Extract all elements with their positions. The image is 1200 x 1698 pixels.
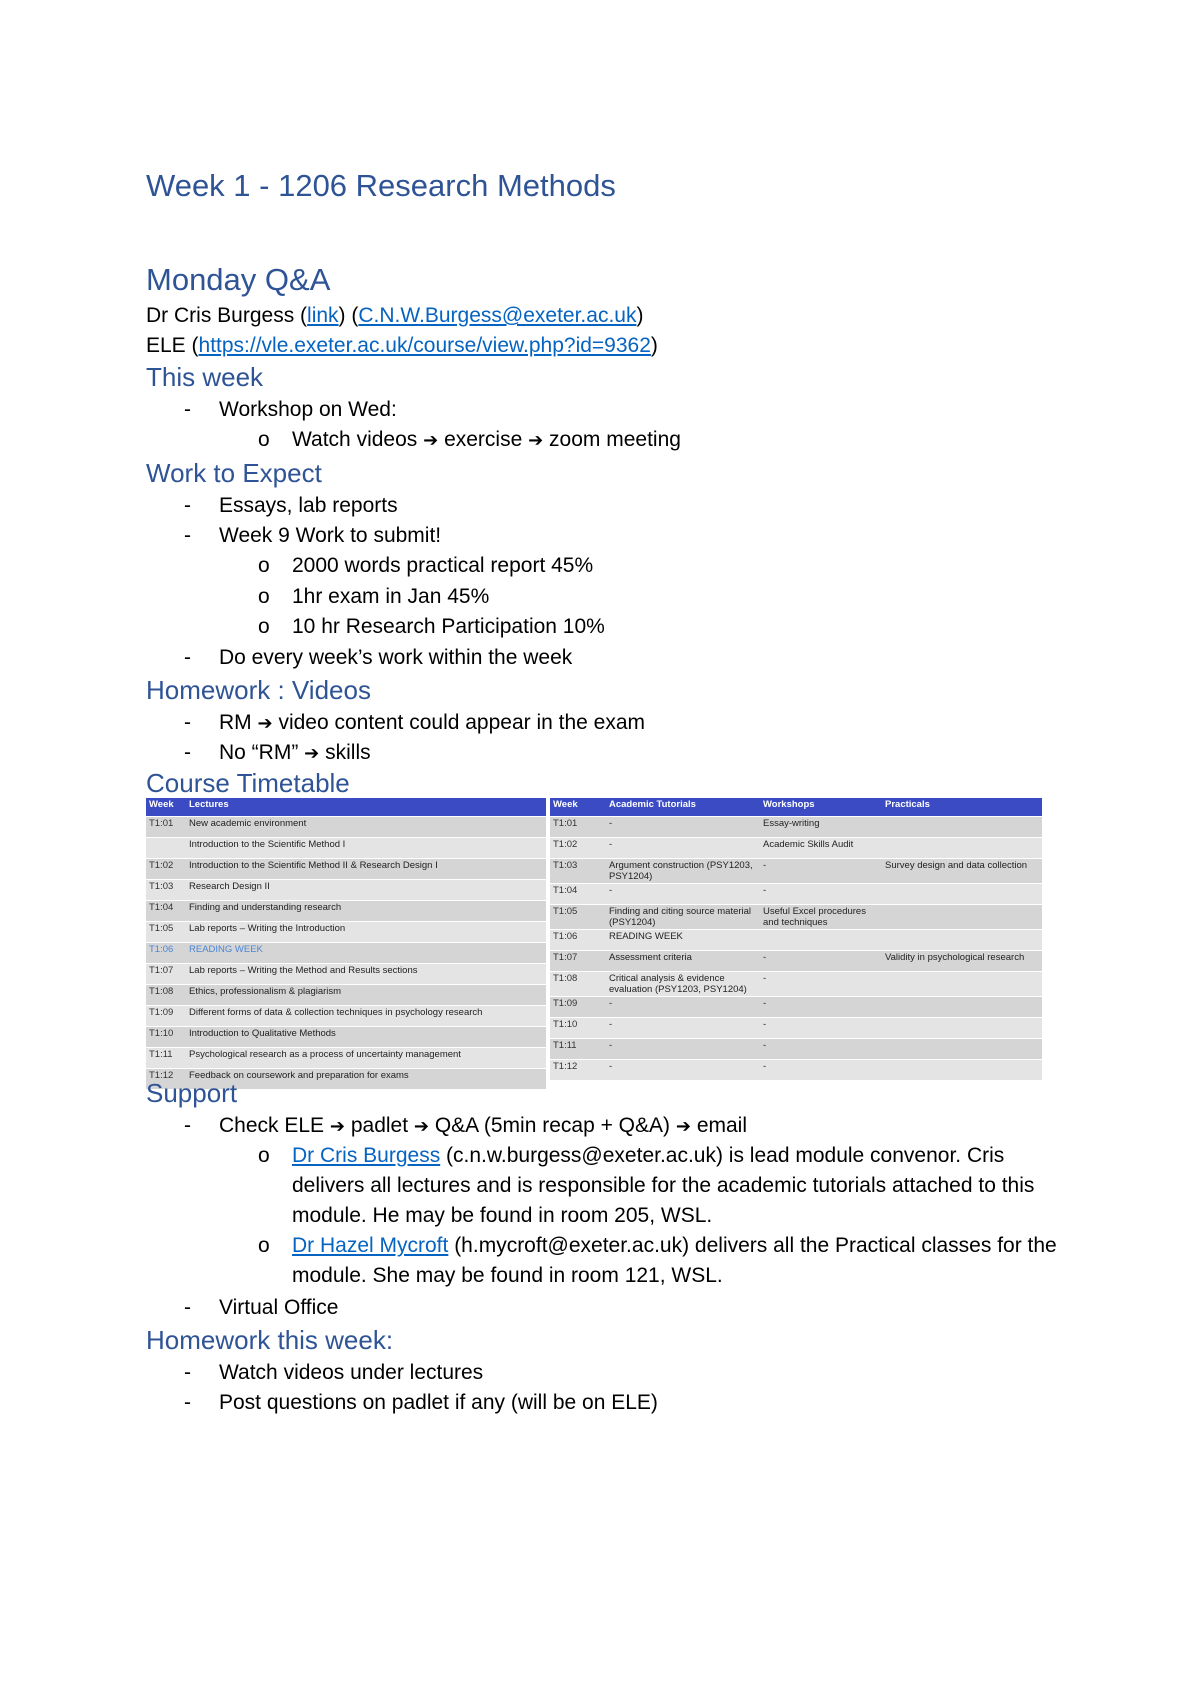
ele-line <box>146 331 658 361</box>
lecture-cell: New academic environment <box>186 817 546 838</box>
list-item <box>219 1111 747 1142</box>
arrow-right-icon: ➔ <box>413 1116 429 1137</box>
circle-bullet: o <box>258 1144 270 1167</box>
workshop-cell: Useful Excel procedures and techniques <box>760 905 882 930</box>
list-item: Virtual Office <box>219 1296 339 1319</box>
table-row <box>550 930 1042 951</box>
table-row <box>550 972 1042 997</box>
week-cell: T1:07 <box>146 964 186 985</box>
step-text: email <box>696 1114 747 1137</box>
circle-bullet: o <box>258 428 270 451</box>
workshop-cell: - <box>760 1060 882 1081</box>
tutorial-cell: Argument construction (PSY1203, PSY1204) <box>606 859 760 884</box>
circle-bullet: o <box>258 585 270 608</box>
week-cell: T1:10 <box>146 1027 186 1048</box>
workshop-cell: - <box>760 1039 882 1060</box>
list-item: Workshop on Wed: <box>219 398 397 421</box>
week-cell: T1:06 <box>550 930 606 951</box>
workshop-cell: - <box>760 1018 882 1039</box>
dash-bullet: - <box>184 398 191 421</box>
week-cell: T1:12 <box>146 1069 186 1090</box>
circle-bullet: o <box>258 615 270 638</box>
week-cell: T1:05 <box>146 922 186 943</box>
tutorial-cell: - <box>606 884 760 905</box>
table-row <box>146 817 546 838</box>
table-row <box>550 817 1042 838</box>
table-row <box>550 1060 1042 1081</box>
week-cell: T1:01 <box>550 817 606 838</box>
list-item: Week 9 Work to submit! <box>219 524 442 547</box>
week-cell: T1:04 <box>146 901 186 922</box>
table-row <box>146 1048 546 1069</box>
tutorial-cell: - <box>606 1039 760 1060</box>
arrow-right-icon: ➔ <box>675 1116 691 1137</box>
practical-cell <box>882 884 1042 905</box>
practical-cell <box>882 905 1042 930</box>
list-item: 2000 words practical report 45% <box>292 554 594 577</box>
week-cell: T1:05 <box>550 905 606 930</box>
week-cell: T1:02 <box>550 838 606 859</box>
ele-prefix: ELE ( <box>146 334 199 357</box>
list-item <box>292 425 681 456</box>
week-cell: T1:08 <box>146 985 186 1006</box>
profile-link[interactable]: link <box>307 304 339 327</box>
step-text: padlet <box>350 1114 409 1137</box>
practical-cell <box>882 838 1042 859</box>
tutorial-cell: - <box>606 1060 760 1081</box>
circle-bullet: o <box>258 1234 270 1257</box>
table-row <box>146 1006 546 1027</box>
table-row <box>146 859 546 880</box>
table-row <box>550 838 1042 859</box>
lecture-cell: Lab reports – Writing the Method and Results sections <box>186 964 546 985</box>
arrow-right-icon: ➔ <box>304 743 320 764</box>
step-text: exercise <box>444 428 523 451</box>
step-text: Check ELE <box>219 1114 325 1137</box>
workshop-cell: - <box>760 951 882 972</box>
dash-bullet: - <box>184 494 191 517</box>
week-cell: T1:09 <box>146 1006 186 1027</box>
lecture-cell: Feedback on coursework and preparation for exams <box>186 1069 546 1090</box>
lecture-cell: READING WEEK <box>186 943 546 964</box>
monday-qa-heading: Monday Q&A <box>146 262 331 297</box>
tutorial-cell: READING WEEK <box>606 930 760 951</box>
workshop-cell <box>760 930 882 951</box>
item-text: skills <box>325 741 371 764</box>
lectures-table <box>146 798 546 1090</box>
week-cell: T1:06 <box>146 943 186 964</box>
table-row <box>146 985 546 1006</box>
list-item <box>219 708 645 739</box>
tutorial-cell: - <box>606 1018 760 1039</box>
arrow-right-icon: ➔ <box>528 430 544 451</box>
practical-cell <box>882 1060 1042 1081</box>
step-text: Watch videos <box>292 428 418 451</box>
cris-text: (c.n.w.burgess@exeter.ac.uk) is lead module convenor. Cris delivers all lectures and is responsible for the academic tutorials attached to this module. He may be found in room 205, WSL. <box>292 1144 1035 1227</box>
hazel-mycroft-link[interactable]: Dr Hazel Mycroft <box>292 1234 449 1257</box>
table-row <box>146 838 546 859</box>
column-header: Practicals <box>882 798 1042 817</box>
list-item <box>219 738 371 769</box>
week-cell <box>146 838 186 859</box>
table-row <box>550 859 1042 884</box>
practical-cell <box>882 1018 1042 1039</box>
dash-bullet: - <box>184 524 191 547</box>
item-text: video content could appear in the exam <box>278 711 646 734</box>
column-header: Academic Tutorials <box>606 798 760 817</box>
lecture-cell: Introduction to Qualitative Methods <box>186 1027 546 1048</box>
practical-cell <box>882 817 1042 838</box>
lecture-cell: Different forms of data & collection techniques in psychology research <box>186 1006 546 1027</box>
workshop-cell: - <box>760 997 882 1018</box>
tutorial-cell: Assessment criteria <box>606 951 760 972</box>
arrow-right-icon: ➔ <box>423 430 439 451</box>
item-text: RM <box>219 711 252 734</box>
column-header: Week <box>550 798 606 817</box>
tutorial-cell: - <box>606 997 760 1018</box>
homework-videos-heading: Homework : Videos <box>146 675 371 705</box>
column-header: Week <box>146 798 186 817</box>
tutorial-cell: Critical analysis & evidence evaluation (PSY1203, PSY1204) <box>606 972 760 997</box>
lecture-cell: Research Design II <box>186 880 546 901</box>
table-row <box>550 1039 1042 1060</box>
cris-paragraph <box>292 1141 1082 1231</box>
lecture-cell: Lab reports – Writing the Introduction <box>186 922 546 943</box>
contact-mid: ) ( <box>338 304 359 327</box>
dash-bullet: - <box>184 646 191 669</box>
dash-bullet: - <box>184 741 191 764</box>
table-row <box>146 1027 546 1048</box>
week-cell: T1:02 <box>146 859 186 880</box>
cris-burgess-link[interactable]: Dr Cris Burgess <box>292 1144 441 1167</box>
this-week-heading: This week <box>146 362 264 392</box>
arrow-right-icon: ➔ <box>329 1116 345 1137</box>
support-heading: Support <box>146 1078 238 1108</box>
contact-line <box>146 301 643 331</box>
arrow-right-icon: ➔ <box>257 713 273 734</box>
workshop-cell: Essay-writing <box>760 817 882 838</box>
practical-cell <box>882 930 1042 951</box>
dash-bullet: - <box>184 1391 191 1414</box>
email-link[interactable]: C.N.W.Burgess@exeter.ac.uk <box>358 304 637 327</box>
contact-suffix: ) <box>636 304 644 327</box>
list-item: 10 hr Research Participation 10% <box>292 615 605 638</box>
column-header: Workshops <box>760 798 882 817</box>
tutorial-cell: Finding and citing source material (PSY1204) <box>606 905 760 930</box>
lecture-cell: Introduction to the Scientific Method I <box>186 838 546 859</box>
column-header: Lectures <box>186 798 546 817</box>
table-row <box>550 884 1042 905</box>
tutorials-table <box>550 798 1042 1081</box>
list-item: 1hr exam in Jan 45% <box>292 585 490 608</box>
table-row <box>146 901 546 922</box>
lecture-cell: Ethics, professionalism & plagiarism <box>186 985 546 1006</box>
course-timetable-heading: Course Timetable <box>146 768 350 798</box>
tutorial-cell: - <box>606 838 760 859</box>
hazel-text: (h.mycroft@exeter.ac.uk) delivers all the Practical classes for the module. She may be found in room 121, WSL. <box>292 1234 1057 1287</box>
list-item: Post questions on padlet if any (will be on ELE) <box>219 1391 658 1414</box>
table-row <box>550 1018 1042 1039</box>
workshop-cell: Academic Skills Audit <box>760 838 882 859</box>
dash-bullet: - <box>184 1361 191 1384</box>
lecture-cell: Finding and understanding research <box>186 901 546 922</box>
table-row <box>550 905 1042 930</box>
dash-bullet: - <box>184 1114 191 1137</box>
table-row <box>550 997 1042 1018</box>
practical-cell <box>882 972 1042 997</box>
tutorial-cell: - <box>606 817 760 838</box>
table-row <box>146 880 546 901</box>
week-cell: T1:11 <box>146 1048 186 1069</box>
table-row <box>146 922 546 943</box>
practical-cell: Survey design and data collection <box>882 859 1042 884</box>
week-cell: T1:04 <box>550 884 606 905</box>
timetable-image <box>146 798 1042 1081</box>
item-text: No “RM” <box>219 741 299 764</box>
lecture-cell: Introduction to the Scientific Method II & Research Design I <box>186 859 546 880</box>
workshop-cell: - <box>760 859 882 884</box>
hazel-paragraph <box>292 1231 1082 1291</box>
week-cell: T1:10 <box>550 1018 606 1039</box>
list-item: Essays, lab reports <box>219 494 398 517</box>
dash-bullet: - <box>184 1296 191 1319</box>
table-row <box>146 943 546 964</box>
step-text: zoom meeting <box>549 428 681 451</box>
week-cell: T1:07 <box>550 951 606 972</box>
week-cell: T1:08 <box>550 972 606 997</box>
list-item: Watch videos under lectures <box>219 1361 484 1384</box>
week-cell: T1:12 <box>550 1060 606 1081</box>
ele-suffix: ) <box>650 334 658 357</box>
list-item: Do every week’s work within the week <box>219 646 573 669</box>
homework-this-week-heading: Homework this week: <box>146 1325 394 1355</box>
week-cell: T1:09 <box>550 997 606 1018</box>
week-cell: T1:03 <box>146 880 186 901</box>
step-text: Q&A (5min recap + Q&A) <box>434 1114 671 1137</box>
practical-cell: Validity in psychological research <box>882 951 1042 972</box>
workshop-cell: - <box>760 884 882 905</box>
page-title: Week 1 - 1206 Research Methods <box>146 168 616 203</box>
work-to-expect-heading: Work to Expect <box>146 458 322 488</box>
contact-prefix: Dr Cris Burgess ( <box>146 304 308 327</box>
week-cell: T1:11 <box>550 1039 606 1060</box>
week-cell: T1:03 <box>550 859 606 884</box>
practical-cell <box>882 1039 1042 1060</box>
workshop-cell: - <box>760 972 882 997</box>
practical-cell <box>882 997 1042 1018</box>
table-row <box>146 964 546 985</box>
dash-bullet: - <box>184 711 191 734</box>
circle-bullet: o <box>258 554 270 577</box>
week-cell: T1:01 <box>146 817 186 838</box>
table-row <box>550 951 1042 972</box>
ele-url-link[interactable]: https://vle.exeter.ac.uk/course/view.php?id=9362 <box>198 334 651 357</box>
lecture-cell: Psychological research as a process of uncertainty management <box>186 1048 546 1069</box>
